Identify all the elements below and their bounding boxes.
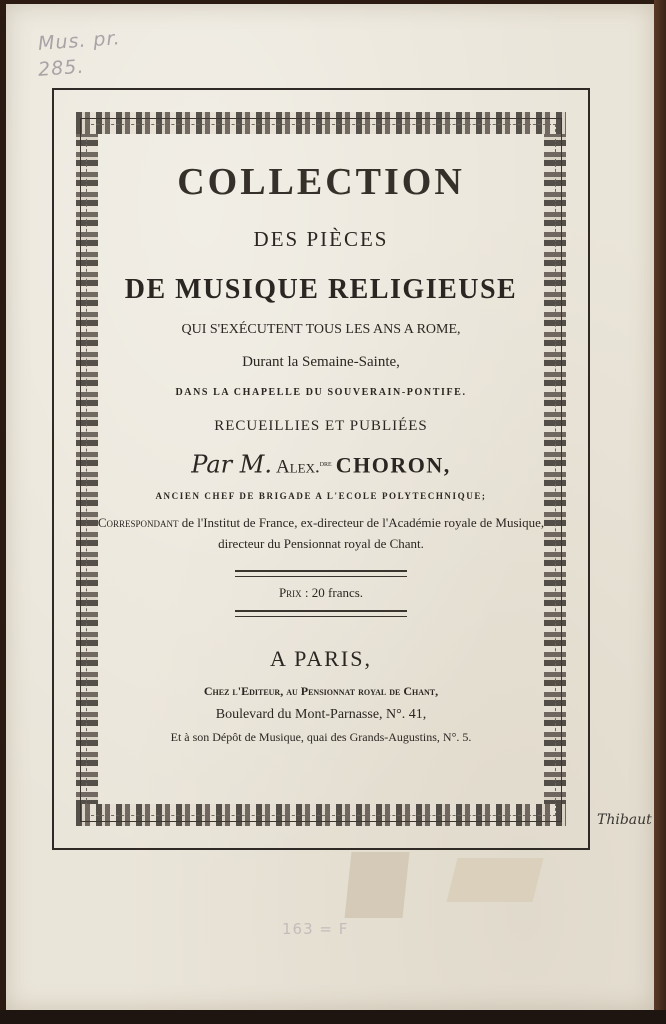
paper-repair-patch [345,852,410,918]
imprint-city: A PARIS, [269,646,372,671]
subtitle-recueillies: RECUEILLIES ET PUBLIÉES [214,418,428,434]
shelfmark-line-1: Mus. pr. [37,27,122,55]
main-title: COLLECTION [177,161,465,203]
title-block [96,150,546,747]
author-credential: ANCIEN CHEF DE BRIGADE A L'ECOLE POLYTECHNIQUE; [155,491,487,501]
imprint-depot: Et à son Dépôt de Musique, quai des Grands-Augustins, N°. 5. [170,730,472,744]
price-line [96,584,546,602]
author-name: CHORON, [335,452,451,478]
subtitle-semaine-sainte: Durant la Semaine-Sainte, [242,354,400,370]
price-rule-top [235,570,407,577]
shelfmark [38,28,121,80]
imprint-publisher-text: Chez l'Editeur, au Pensionnat royal de Chant, [203,684,439,698]
correspondant-label: Correspondant [97,515,179,530]
author-line [96,448,546,478]
subtitle-musique-religieuse: DE MUSIQUE RELIGIEUSE [124,274,518,305]
subtitle-rome: QUI S'EXÉCUTENT TOUS LES ANS A ROME, [181,322,461,337]
price-label: Prix [278,585,302,600]
subtitle-des-pieces: DES PIÈCES [253,227,389,251]
book-bottom-edge [0,1010,666,1024]
imprint-address: Boulevard du Mont-Parnasse, N°. 41, [215,707,427,722]
price-rule-bottom [235,610,407,617]
correspondant-text: de l'Institut de France, ex-directeur de l'Académie royale de Musique, directeur du Pensionnat royal de Chant. [178,515,545,551]
price-value: : 20 francs. [301,585,364,600]
pencil-note: 163 = F [282,920,349,938]
handwritten-signature: Thibaut [597,812,652,828]
paper-repair-patch [447,858,544,902]
author-par: Par M. [191,450,272,479]
subtitle-chapelle: DANS LA CHAPELLE DU SOUVERAIN-PONTIFE. [175,387,467,398]
author-firstname-sup: dre [319,458,332,468]
author-firstname: Alex. [275,456,320,478]
book-spine [654,0,666,1024]
shelfmark-line-2: 285. [37,55,86,81]
author-affiliations [96,512,546,554]
imprint-publisher [96,681,546,701]
